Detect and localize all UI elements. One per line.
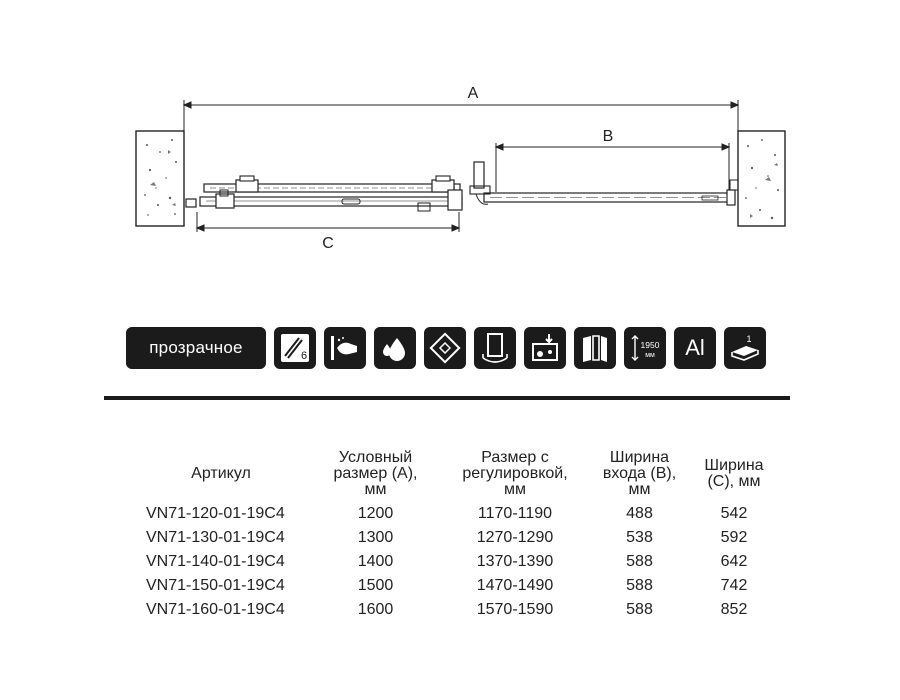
table-row <box>130 574 780 598</box>
header-width-c: Ширина (C), мм <box>704 457 764 490</box>
cell-nominal-size: 1400 <box>357 553 394 570</box>
dimension-a-label: A <box>467 85 479 102</box>
height-1950-icon <box>624 327 666 369</box>
dimension-c-label: C <box>322 235 334 252</box>
cell-article: VN71-140-01-19C4 <box>146 553 285 570</box>
table-header-row <box>130 450 780 502</box>
cell-article: VN71-150-01-19C4 <box>146 577 285 594</box>
dimension-b-label: B <box>602 128 614 145</box>
header-article: Артикул <box>191 465 251 482</box>
table-row <box>130 502 780 526</box>
cell-width-c: 642 <box>720 553 748 570</box>
cell-nominal-size: 1200 <box>357 505 394 522</box>
aluminium-icon <box>674 327 716 369</box>
water-drops-icon <box>374 327 416 369</box>
cell-nominal-size: 1300 <box>357 529 394 546</box>
table-row <box>130 526 780 550</box>
feature-icon-row <box>126 327 766 369</box>
svg-text:1: 1 <box>746 334 752 344</box>
tray-icon <box>724 327 766 369</box>
dimension-b <box>496 143 729 192</box>
glass-type-label: прозрачное <box>149 338 243 357</box>
svg-text:мм: мм <box>645 352 655 359</box>
cell-entrance-width: 588 <box>626 601 653 618</box>
section-divider <box>104 396 790 400</box>
panels-icon <box>574 327 616 369</box>
svg-text:1950: 1950 <box>640 340 660 350</box>
cell-entrance-width: 488 <box>626 505 653 522</box>
cell-entrance-width: 538 <box>626 529 653 546</box>
svg-text:6: 6 <box>300 350 308 362</box>
reversible-diamond-icon <box>424 327 466 369</box>
shower-door-top-view-diagram <box>0 0 900 300</box>
glass-type-badge <box>126 327 266 369</box>
cell-adjustment-size: 1470-1490 <box>476 577 554 594</box>
table-row <box>130 550 780 574</box>
cell-adjustment-size: 1270-1290 <box>476 529 554 546</box>
header-adjustment-size: Размер с регулировкой, мм <box>462 449 568 498</box>
cell-article: VN71-130-01-19C4 <box>146 529 285 546</box>
cell-entrance-width: 588 <box>626 577 653 594</box>
dimension-a <box>184 100 738 131</box>
cell-nominal-size: 1500 <box>357 577 394 594</box>
cell-article: VN71-160-01-19C4 <box>146 601 285 618</box>
reversible-door-icon <box>474 327 516 369</box>
cell-width-c: 542 <box>720 505 748 522</box>
cell-width-c: 852 <box>720 601 748 618</box>
cell-nominal-size: 1600 <box>357 601 394 618</box>
cell-width-c: 592 <box>720 529 748 546</box>
cell-width-c: 742 <box>720 577 748 594</box>
cell-article: VN71-120-01-19C4 <box>146 505 285 522</box>
profile-install-icon <box>524 327 566 369</box>
easy-clean-hand-icon <box>324 327 366 369</box>
aluminium-label: Al <box>685 335 705 360</box>
cell-entrance-width: 588 <box>626 553 653 570</box>
cell-adjustment-size: 1570-1590 <box>476 601 554 618</box>
left-wall <box>136 131 184 226</box>
cell-adjustment-size: 1370-1390 <box>476 553 554 570</box>
header-entrance-width: Ширина входа (B), мм <box>602 449 677 498</box>
dimension-c <box>197 212 459 232</box>
glass-6mm-icon <box>274 327 316 369</box>
table-row <box>130 598 780 622</box>
header-nominal-size: Условный размер (A), мм <box>333 449 418 498</box>
cell-adjustment-size: 1170-1190 <box>477 505 553 522</box>
door-profiles <box>186 162 738 211</box>
right-wall <box>738 131 785 226</box>
specification-table <box>130 450 780 622</box>
